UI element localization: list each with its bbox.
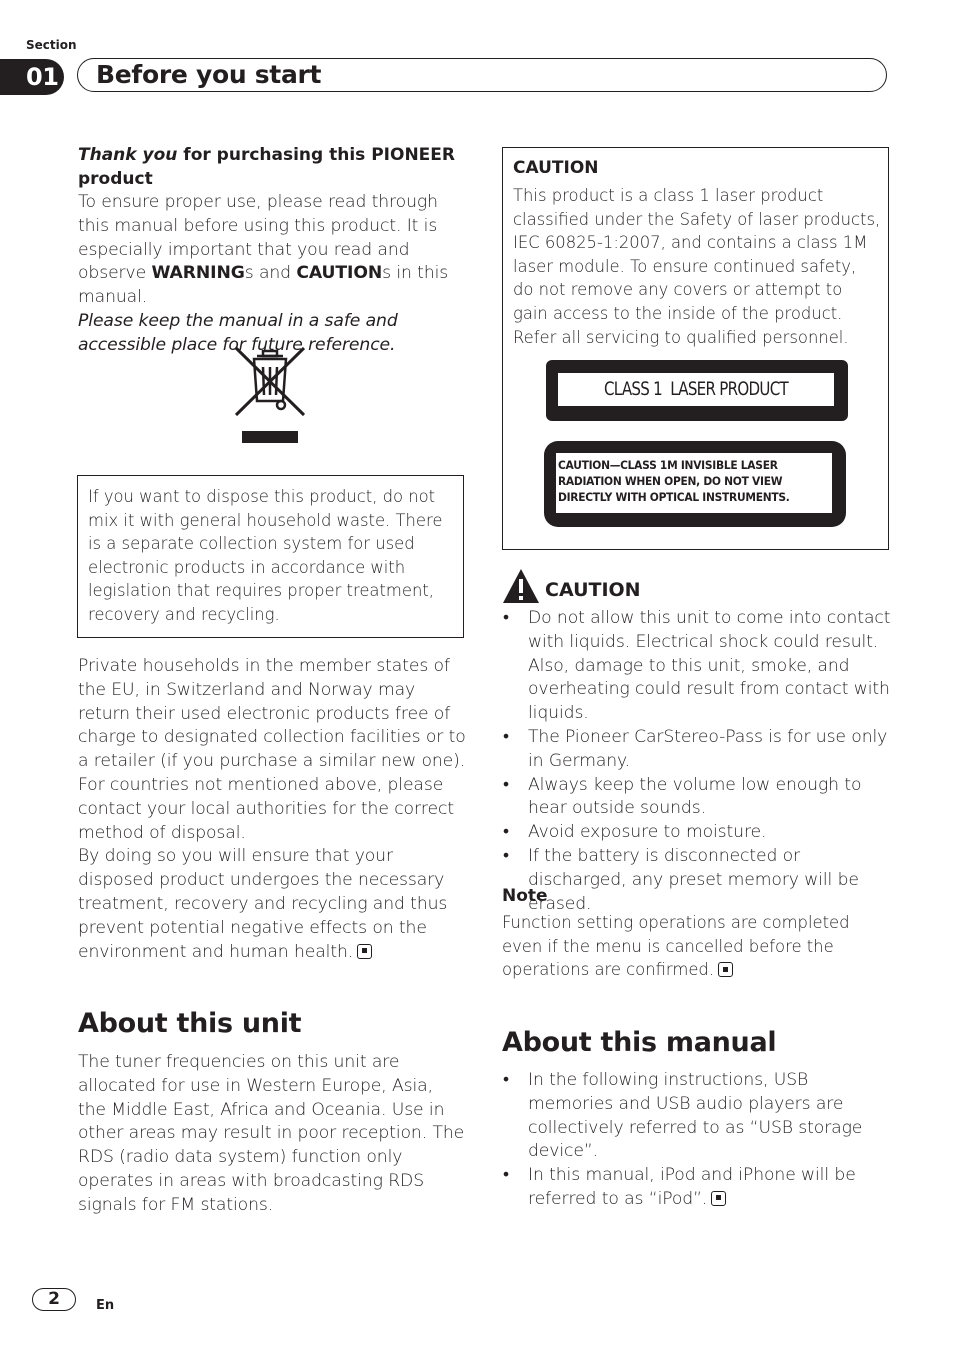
intro-s-and: s and: [244, 263, 297, 284]
page-number: 2: [48, 1289, 60, 1309]
class1m-caution-label: [544, 441, 846, 527]
intro-block: [78, 143, 466, 358]
list-item: • Avoid exposure to moisture.: [502, 821, 892, 845]
section-number-tab: [0, 59, 64, 95]
warning-triangle-icon: [502, 568, 540, 604]
disposal-block: [78, 655, 466, 964]
disposal-p2: For countries not mentioned above, please contact your local authorities for the correct method of disposal.: [78, 774, 454, 843]
class1-label-inner: [558, 373, 834, 406]
disposal-p1: Private households in the member states of the EU, in Switzerland and Norway may return their used electronic products free of charge to designated collection facilities or to a retailer (if you purchase a similar new one).: [78, 656, 466, 772]
page-number-badge: [32, 1288, 76, 1311]
intro-warning-word: WARNING: [151, 263, 245, 284]
laser-caution-text: This product is a class 1 laser product classified under the Safety of laser products, IEC 60825-1:2007, and contains a class 1M laser module. To ensure continued safety, do not remove any covers or attempt to gain access to the inside of the product. Refer all servicing to qualified personnel.: [513, 186, 881, 347]
class1-laser-label: [546, 360, 848, 421]
class1-label-text: CLASS 1 LASER PRODUCT: [603, 378, 789, 400]
about-manual-list: [502, 1069, 892, 1212]
intro-brand: PIONEER: [371, 145, 455, 165]
class1m-label-line1: CAUTION—CLASS 1M INVISIBLE LASER: [558, 458, 778, 472]
intro-text: [78, 191, 466, 310]
intro-heading: [78, 143, 466, 191]
page-title: Before you start: [96, 60, 322, 89]
class1m-label-text: [558, 457, 790, 505]
note-text-body: Function setting operations are completed even if the menu is cancelled before the operations are confirmed.: [502, 913, 850, 980]
list-item: [502, 1164, 892, 1212]
intro-text-pre: To ensure proper use, please read through this manual before using this product. It is especially important that you read and observe: [78, 192, 438, 284]
disposal-p3-text: By doing so you will ensure that your disposed product undergoes the necessary treatment, recovery and recycling and thus prevent potential negative effects on the environment and human health.: [78, 846, 448, 962]
language-label: En: [96, 1298, 115, 1313]
dispose-notice-text: If you want to dispose this product, do not mix it with general household waste. There is a separate collection system for used electronic products in accordance with legislation that requires proper treatment, recovery and recycling.: [88, 487, 443, 624]
list-item-text: In this manual, iPod and iPhone will be referred to as “iPod”.: [528, 1165, 856, 1209]
dispose-notice-box: [77, 475, 464, 638]
section-title-bar: [77, 58, 887, 92]
class1m-label-line3: DIRECTLY WITH OPTICAL INSTRUMENTS.: [558, 490, 790, 504]
about-unit-text: The tuner frequencies on this unit are allocated for use in Western Europe, Asia, the Middle East, Africa and Oceania. Use in other areas may result in poor reception. The RDS (radio data system) function only operates in areas with broadcasting RDS signals for FM stations.: [78, 1052, 465, 1215]
end-mark-icon: [718, 962, 733, 977]
list-item: • Do not allow this unit to come into contact with liquids. Electrical shock could result. Also, damage to this unit, smoke, and overheating could result from contact with liquids.: [502, 607, 892, 726]
intro-product: product: [78, 169, 153, 189]
class1m-label-line2: RADIATION WHEN OPEN, DO NOT VIEW: [558, 474, 783, 488]
class1m-label-inner: [556, 453, 832, 513]
list-item: • In the following instructions, USB memories and USB audio players are collectively referred to as “USB storage device”.: [502, 1069, 892, 1164]
section-number: 01: [26, 63, 59, 91]
intro-s-in-manual: s in this manual.: [78, 263, 449, 308]
about-unit-heading: About this unit: [78, 1008, 302, 1039]
caution-section-title: CAUTION: [545, 579, 641, 601]
disposal-p3: [78, 845, 466, 964]
end-mark-icon: [357, 944, 372, 959]
caution-list: [502, 607, 892, 916]
note-text: [502, 911, 890, 982]
intro-for-purchasing: for purchasing this: [177, 145, 372, 165]
list-item: • The Pioneer CarStereo-Pass is for use only in Germany.: [502, 726, 892, 774]
intro-italic-note: Please keep the manual in a safe and accessible place for future reference.: [78, 310, 398, 355]
end-mark-icon: [711, 1191, 726, 1206]
list-item: • Always keep the volume low enough to hear outside sounds.: [502, 774, 892, 822]
laser-caution-box: [502, 147, 889, 550]
intro-caution-word: CAUTION: [296, 263, 383, 284]
section-label: Section: [26, 38, 77, 52]
list-item: • If the battery is disconnected or discharged, any preset memory will be erased.: [502, 845, 892, 916]
intro-thank-you: Thank you: [78, 145, 178, 165]
laser-caution-title: CAUTION: [513, 158, 599, 178]
note-title: Note: [502, 886, 548, 906]
about-manual-heading: About this manual: [502, 1027, 777, 1058]
crossed-out-wheeled-bin-icon: [233, 345, 307, 447]
